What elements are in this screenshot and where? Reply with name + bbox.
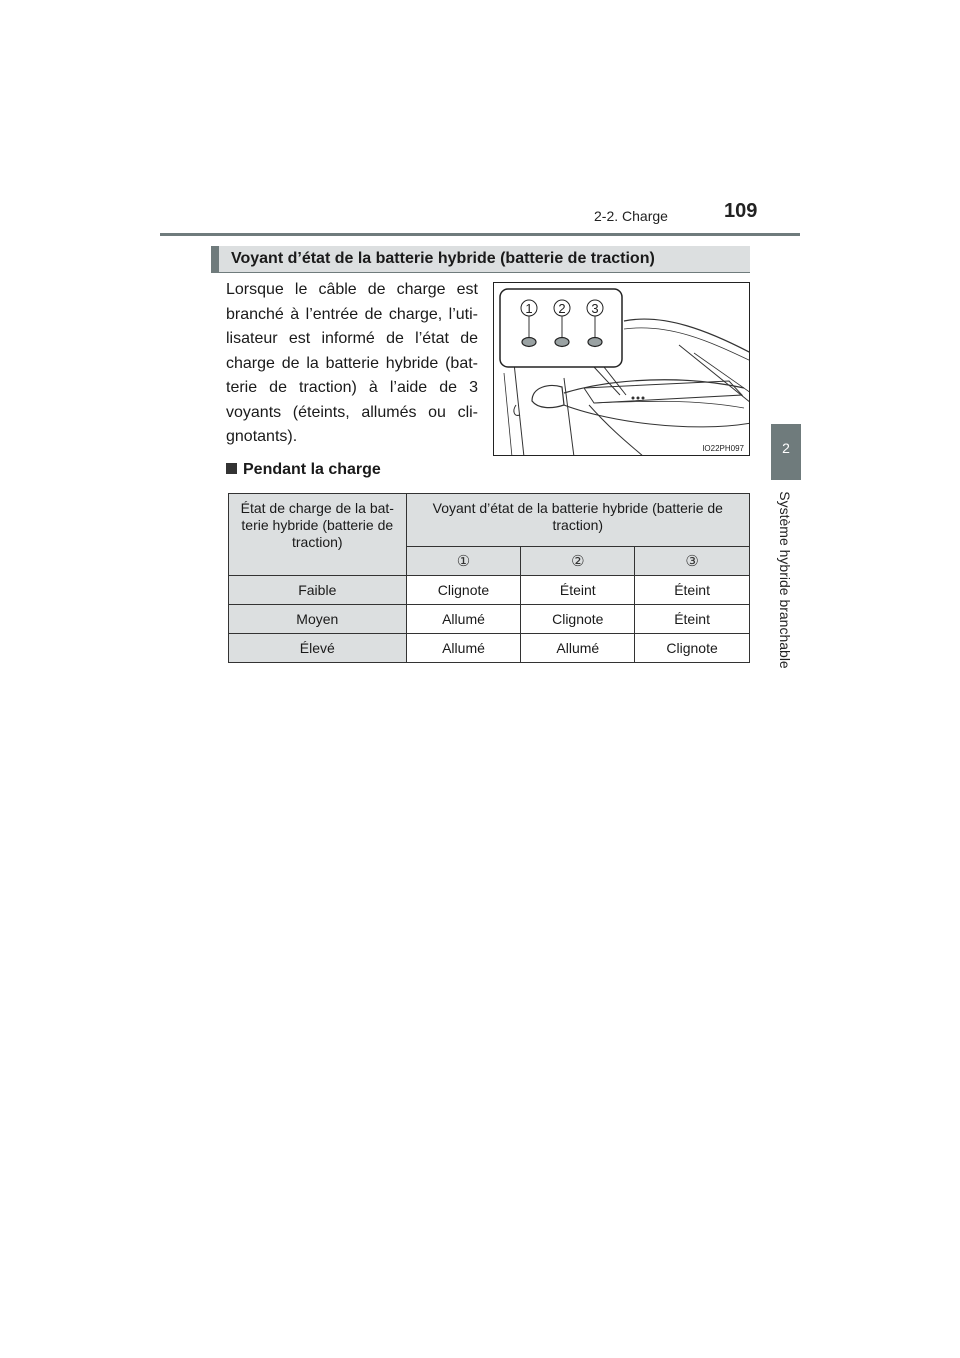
charge-status-table xyxy=(228,493,750,663)
section-title-bar xyxy=(211,246,750,273)
image-code: IO22PH097 xyxy=(702,444,744,453)
table-row xyxy=(229,634,750,663)
col-header-state-text: État de charge de la bat-terie hybride (batterie de traction) xyxy=(240,500,394,550)
table-row xyxy=(229,605,750,634)
table-row xyxy=(229,576,750,605)
chapter-title: Système hybride branchable xyxy=(777,491,793,669)
row-state: Élevé xyxy=(229,634,407,663)
row-lamp-1: Clignote xyxy=(406,576,521,605)
row-lamp-3: Éteint xyxy=(635,605,750,634)
row-lamp-3: Clignote xyxy=(635,634,750,663)
col-header-state xyxy=(229,494,407,576)
section-title: Voyant d’état de la batterie hybride (batterie de traction) xyxy=(231,250,655,267)
header-divider xyxy=(160,233,800,236)
chapter-number: 2 xyxy=(782,440,790,456)
bullet-square-icon xyxy=(226,463,237,474)
row-state: Faible xyxy=(229,576,407,605)
row-lamp-1: Allumé xyxy=(406,634,521,663)
charge-indicator-illustration xyxy=(493,282,750,456)
row-lamp-1: Allumé xyxy=(406,605,521,634)
subheading-text: Pendant la charge xyxy=(243,461,381,478)
row-state: Moyen xyxy=(229,605,407,634)
callout-1: 1 xyxy=(525,301,533,316)
col-header-lamp-1: ① xyxy=(406,547,521,576)
col-header-lamp-3: ③ xyxy=(635,547,750,576)
col-header-group-text: Voyant d’état de la batterie hybride (batterie de traction) xyxy=(432,500,723,533)
dashboard-drawing xyxy=(494,283,750,456)
page-number: 109 xyxy=(724,200,758,222)
row-lamp-2: Allumé xyxy=(521,634,635,663)
row-lamp-2: Clignote xyxy=(521,605,635,634)
body-paragraph: Lorsque le câble de charge est branché à l’entrée de charge, l’uti-lisateur est informé de l’état de charge de la batterie hybride (bat-terie de traction) à l’aide de 3 voyants (éteints, allumés ou cli-gnotants). xyxy=(226,281,478,445)
row-lamp-3: Éteint xyxy=(635,576,750,605)
row-lamp-2: Éteint xyxy=(521,576,635,605)
callout-2: 2 xyxy=(558,301,566,316)
section-breadcrumb: 2-2. Charge xyxy=(594,208,668,224)
callout-3: 3 xyxy=(591,301,599,316)
col-header-group xyxy=(406,494,749,547)
col-header-lamp-2: ② xyxy=(521,547,635,576)
subheading xyxy=(226,461,381,479)
table-header-row xyxy=(229,494,750,547)
